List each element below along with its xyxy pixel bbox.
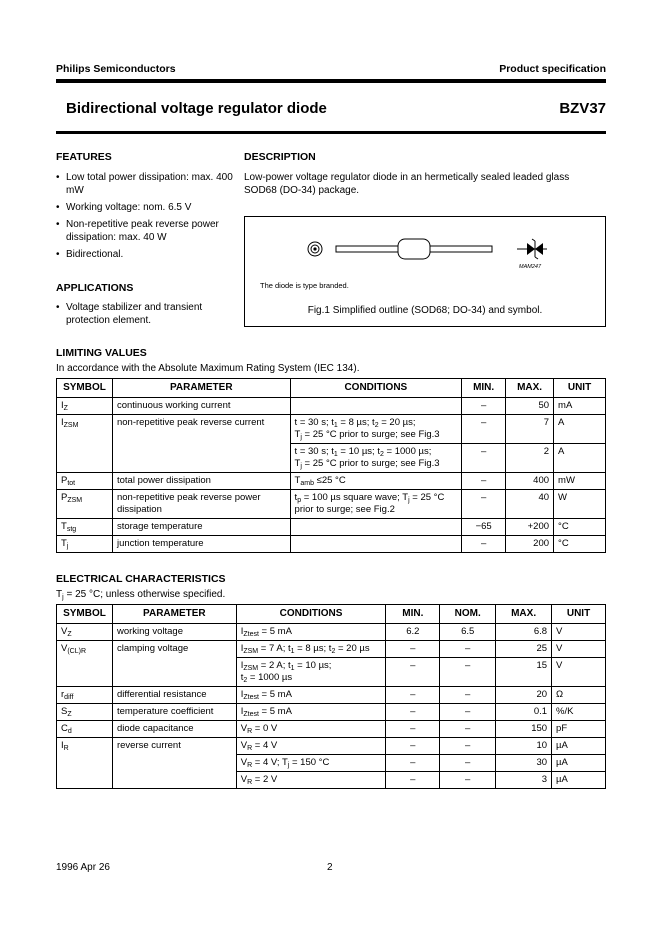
column-header: SYMBOL	[57, 605, 113, 624]
column-header: MAX.	[506, 379, 554, 398]
parameter-cell: reverse current	[112, 738, 236, 789]
max-cell: 0.1	[496, 704, 552, 721]
conditions-cell: $V_R = 0$ V	[236, 721, 386, 738]
unit-cell: °C	[554, 536, 606, 553]
min-cell: 6.2	[386, 624, 440, 641]
title-rule	[56, 131, 606, 134]
symbol-cell: $V_{(CL)R}$	[57, 641, 113, 687]
parameter-cell: differential resistance	[112, 687, 236, 704]
nom-cell: –	[440, 687, 496, 704]
figure-code: MAM247	[519, 264, 542, 270]
symbol-cell: $I_{ZSM}$	[57, 415, 113, 473]
unit-cell: A	[554, 415, 606, 444]
applications-list	[56, 301, 236, 331]
min-cell: –	[386, 721, 440, 738]
nom-cell: –	[440, 738, 496, 755]
list-item: • Non-repetitive peak reverse power dissipation: max. 40 W	[56, 218, 236, 244]
symbol-cell: $I_R$	[57, 738, 113, 789]
conditions-cell: $I_{ZSM} = 2$ A; $t_1 = 10$ µs; $t_2 = 1000$ µs	[236, 658, 386, 687]
conditions-cell	[290, 519, 462, 536]
max-cell: 15	[496, 658, 552, 687]
max-cell: 400	[506, 473, 554, 490]
conditions-cell: $V_R = 4$ V; $T_j = 150$ °C	[236, 755, 386, 772]
table-row	[57, 490, 606, 519]
symbol-cell: $S_Z$	[57, 704, 113, 721]
min-cell: –	[386, 641, 440, 658]
figure-caption: Fig.1 Simplified outline (SOD68; DO-34) and symbol.	[307, 305, 543, 316]
column-header: UNIT	[552, 605, 606, 624]
min-cell: −65	[462, 519, 506, 536]
unit-cell: µA	[552, 755, 606, 772]
parameter-cell: non-repetitive peak reverse current	[112, 415, 290, 473]
header-rule	[56, 79, 606, 83]
conditions-cell	[290, 536, 462, 553]
figure-note: The diode is type branded.	[260, 281, 349, 290]
list-item: • Voltage stabilizer and transient protection element.	[56, 301, 236, 327]
table-row	[57, 415, 606, 444]
electrical-intro: $T_j = 25$ °C; unless otherwise specified.	[56, 589, 226, 601]
parameter-cell: temperature coefficient	[112, 704, 236, 721]
parameter-cell: working voltage	[112, 624, 236, 641]
list-item: • Low total power dissipation: max. 400 mW	[56, 171, 236, 197]
min-cell: –	[386, 687, 440, 704]
max-cell: 10	[496, 738, 552, 755]
symbol-cell: $C_d$	[57, 721, 113, 738]
table-row	[57, 473, 606, 490]
nom-cell: –	[440, 704, 496, 721]
features-list	[56, 171, 236, 265]
column-header: SYMBOL	[57, 379, 113, 398]
max-cell: +200	[506, 519, 554, 536]
nom-cell: 6.5	[440, 624, 496, 641]
min-cell: –	[386, 738, 440, 755]
unit-cell: V	[552, 658, 606, 687]
nom-cell: –	[440, 755, 496, 772]
electrical-table	[56, 604, 606, 789]
parameter-cell: storage temperature	[112, 519, 290, 536]
unit-cell: V	[552, 641, 606, 658]
table-header-row	[57, 379, 606, 398]
max-cell: 50	[506, 398, 554, 415]
max-cell: 150	[496, 721, 552, 738]
figure-box	[244, 216, 606, 327]
max-cell: 3	[496, 772, 552, 789]
nom-cell: –	[440, 721, 496, 738]
unit-cell: pF	[552, 721, 606, 738]
min-cell: –	[386, 755, 440, 772]
table-row	[57, 687, 606, 704]
unit-cell: Ω	[552, 687, 606, 704]
unit-cell: mW	[554, 473, 606, 490]
conditions-cell	[290, 398, 462, 415]
page-title: Bidirectional voltage regulator diode	[66, 100, 327, 117]
column-header: UNIT	[554, 379, 606, 398]
electrical-heading: ELECTRICAL CHARACTERISTICS	[56, 573, 226, 585]
conditions-cell: $I_{Ztest} = 5$ mA	[236, 624, 386, 641]
conditions-cell: $I_{Ztest} = 5$ mA	[236, 704, 386, 721]
unit-cell: °C	[554, 519, 606, 536]
column-header: PARAMETER	[112, 605, 236, 624]
symbol-cell: $r_{diff}$	[57, 687, 113, 704]
description-heading: DESCRIPTION	[244, 151, 316, 163]
parameter-cell: total power dissipation	[112, 473, 290, 490]
max-cell: 20	[496, 687, 552, 704]
footer-date: 1996 Apr 26	[56, 862, 110, 873]
table-row	[57, 721, 606, 738]
list-item: • Bidirectional.	[56, 248, 236, 261]
parameter-cell: non-repetitive peak reverse power dissipation	[112, 490, 290, 519]
conditions-cell: $I_{ZSM} = 7$ A; $t_1 = 8$ µs; $t_2 = 20$ µs	[236, 641, 386, 658]
symbol-cell: $V_Z$	[57, 624, 113, 641]
table-header-row	[57, 605, 606, 624]
limiting-values-heading: LIMITING VALUES	[56, 347, 147, 359]
column-header: MIN.	[386, 605, 440, 624]
column-header: CONDITIONS	[290, 379, 462, 398]
max-cell: 25	[496, 641, 552, 658]
conditions-cell: $V_R = 2$ V	[236, 772, 386, 789]
nom-cell: –	[440, 641, 496, 658]
column-header: NOM.	[440, 605, 496, 624]
min-cell: –	[462, 398, 506, 415]
page-number: 2	[327, 862, 333, 873]
max-cell: 6.8	[496, 624, 552, 641]
features-heading: FEATURES	[56, 151, 112, 163]
limiting-values-intro: In accordance with the Absolute Maximum Rating System (IEC 134).	[56, 363, 360, 374]
min-cell: –	[462, 490, 506, 519]
unit-cell: %/K	[552, 704, 606, 721]
parameter-cell: junction temperature	[112, 536, 290, 553]
column-header: CONDITIONS	[236, 605, 386, 624]
unit-cell: W	[554, 490, 606, 519]
unit-cell: µA	[552, 772, 606, 789]
conditions-cell: t = 30 s; $t_1 = 10$ µs; $t_2 = 1000$ µs; $T_j = 25$ °C prior to surge; see Fig.3	[290, 444, 462, 473]
max-cell: 200	[506, 536, 554, 553]
parameter-cell: diode capacitance	[112, 721, 236, 738]
conditions-cell: $V_R = 4$ V	[236, 738, 386, 755]
limiting-values-table	[56, 378, 606, 553]
nom-cell: –	[440, 772, 496, 789]
applications-heading: APPLICATIONS	[56, 282, 134, 294]
conditions-cell: $I_{Ztest} = 5$ mA	[236, 687, 386, 704]
table-row	[57, 641, 606, 658]
max-cell: 30	[496, 755, 552, 772]
min-cell: –	[462, 415, 506, 444]
table-row	[57, 398, 606, 415]
min-cell: –	[386, 704, 440, 721]
conditions-cell: t = 30 s; $t_1 = 8$ µs; $t_2 = 20$ µs; $T_j = 25$ °C prior to surge; see Fig.3	[290, 415, 462, 444]
column-header: PARAMETER	[112, 379, 290, 398]
min-cell: –	[386, 658, 440, 687]
table-row	[57, 738, 606, 755]
max-cell: 7	[506, 415, 554, 444]
table-row	[57, 704, 606, 721]
conditions-cell: $t_p = 100$ µs square wave; $T_j = 25$ °C prior to surge; see Fig.2	[290, 490, 462, 519]
symbol-cell: $I_Z$	[57, 398, 113, 415]
symbol-cell: $P_{ZSM}$	[57, 490, 113, 519]
min-cell: –	[386, 772, 440, 789]
nom-cell: –	[440, 658, 496, 687]
min-cell: –	[462, 473, 506, 490]
description-text: Low-power voltage regulator diode in an hermetically sealed leaded glass SOD68 (DO-34) package.	[244, 172, 570, 196]
column-header: MIN.	[462, 379, 506, 398]
unit-cell: A	[554, 444, 606, 473]
symbol-cell: $T_{stg}$	[57, 519, 113, 536]
table-row	[57, 624, 606, 641]
column-header: MAX.	[496, 605, 552, 624]
unit-cell: V	[552, 624, 606, 641]
table-row	[57, 519, 606, 536]
max-cell: 40	[506, 490, 554, 519]
unit-cell: mA	[554, 398, 606, 415]
table-row	[57, 536, 606, 553]
conditions-cell: $T_{amb} \le 25$ °C	[290, 473, 462, 490]
company-name: Philips Semiconductors	[56, 63, 176, 75]
min-cell: –	[462, 444, 506, 473]
parameter-cell: clamping voltage	[112, 641, 236, 687]
document-type: Product specification	[499, 63, 606, 75]
min-cell: –	[462, 536, 506, 553]
list-item: • Working voltage: nom. 6.5 V	[56, 201, 236, 214]
max-cell: 2	[506, 444, 554, 473]
symbol-cell: $T_j$	[57, 536, 113, 553]
parameter-cell: continuous working current	[112, 398, 290, 415]
symbol-cell: $P_{tot}$	[57, 473, 113, 490]
part-number: BZV37	[559, 100, 606, 117]
unit-cell: µA	[552, 738, 606, 755]
